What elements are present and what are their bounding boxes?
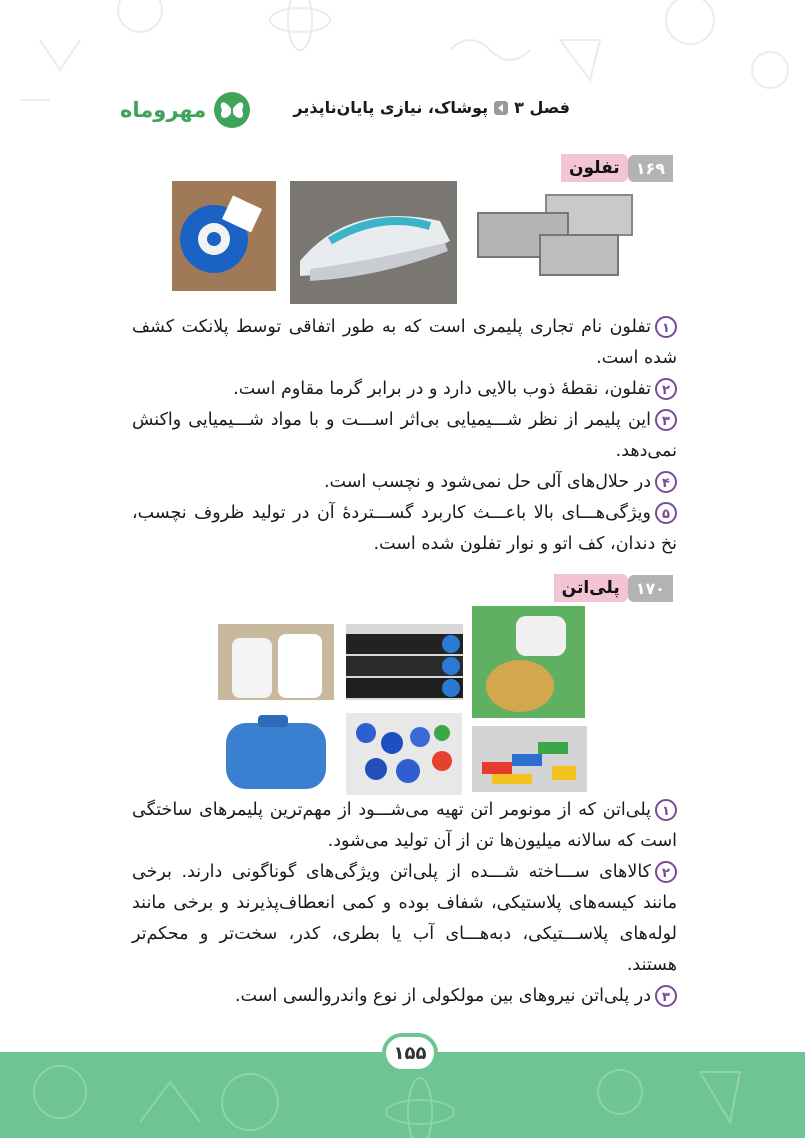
bottle-caps-image xyxy=(346,713,462,795)
item-number: ۱ xyxy=(655,316,677,338)
list-item: ۱تفلون نام تجاری پلیمری است که به طور اتفاقی توسط پلانکت کشف شده است. xyxy=(132,317,677,368)
page-number: ۱۵۵ xyxy=(382,1033,438,1073)
brand xyxy=(120,92,250,128)
item-number: ۱ xyxy=(655,799,677,821)
brand-name: مهروماه xyxy=(120,98,207,122)
section-170-title xyxy=(554,574,673,602)
toy-blocks-image xyxy=(472,726,587,792)
list-item: ۲تفلون، نقطهٔ ذوب بالایی دارد و در برابر گرما مقاوم است. xyxy=(132,374,677,405)
item-number: ۳ xyxy=(655,409,677,431)
chapter-heading xyxy=(293,98,570,117)
section-number: ۱۶۹ xyxy=(628,155,673,182)
butterfly-logo-icon xyxy=(214,92,250,128)
section-170-text xyxy=(132,795,677,1012)
teflon-tape-image xyxy=(172,181,276,291)
page-header xyxy=(120,92,570,132)
chapter-label: فصل ۳ xyxy=(514,98,570,117)
list-item: ۲کالاهای ســـاخته شـــده از پلی‌اتن ویژگی‌های گوناگونی دارند. برخی مانند کیسه‌های پلاستیکی، شفاف بوده و کمی انعطاف‌پذیرند و برخی مانند لوله‌های پلاســـتیکی، دبه‌هـــای آب یا بطری، کدر، سخت‌تر و محکم‌تر هستند. xyxy=(132,862,677,975)
item-number: ۴ xyxy=(655,471,677,493)
section-label: پلی‌اتن xyxy=(554,574,628,602)
list-item: ۴در حلال‌های آلی حل نمی‌شود و نچسب است. xyxy=(132,467,677,498)
section-169-text xyxy=(132,312,677,560)
water-tank-image xyxy=(220,713,332,795)
steam-iron-image xyxy=(290,181,457,304)
item-number: ۲ xyxy=(655,378,677,400)
list-item: ۳این پلیمر از نظر شـــیمیایی بی‌اثر اســـت و با مواد شـــیمیایی واکنش نمی‌دهد. xyxy=(132,410,677,461)
triangle-separator-icon xyxy=(494,101,508,115)
plastic-bottles-image xyxy=(218,624,334,700)
item-number: ۵ xyxy=(655,502,677,524)
list-item: ۱پلی‌اتن که از مونومر اتن تهیه می‌شـــود از مهم‌ترین پلیمرهای ساختگی است که سالانه میلیون‌ها تن از آن تولید می‌شود. xyxy=(132,800,677,851)
section-label: تفلون xyxy=(561,154,628,182)
item-number: ۲ xyxy=(655,861,677,883)
item-number: ۳ xyxy=(655,985,677,1007)
corrugated-pipes-image xyxy=(346,624,463,700)
list-item: ۳در پلی‌اتن نیروهای بین مولکولی از نوع واندروالسی است. xyxy=(132,981,677,1012)
section-169-title xyxy=(561,154,673,182)
section-number: ۱۷۰ xyxy=(628,575,673,602)
nonstick-pans-image xyxy=(474,187,636,287)
chapter-title: پوشاک، نیازی پایان‌ناپذیر xyxy=(293,98,489,117)
plastic-bag-roll-image xyxy=(472,606,585,718)
list-item: ۵ویژگی‌هـــای بالا باعـــث کاربرد گســـتردهٔ آن در تولید ظروف نچسب، نخ دندان، کف اتو و نوار تفلون شده است. xyxy=(132,503,677,554)
